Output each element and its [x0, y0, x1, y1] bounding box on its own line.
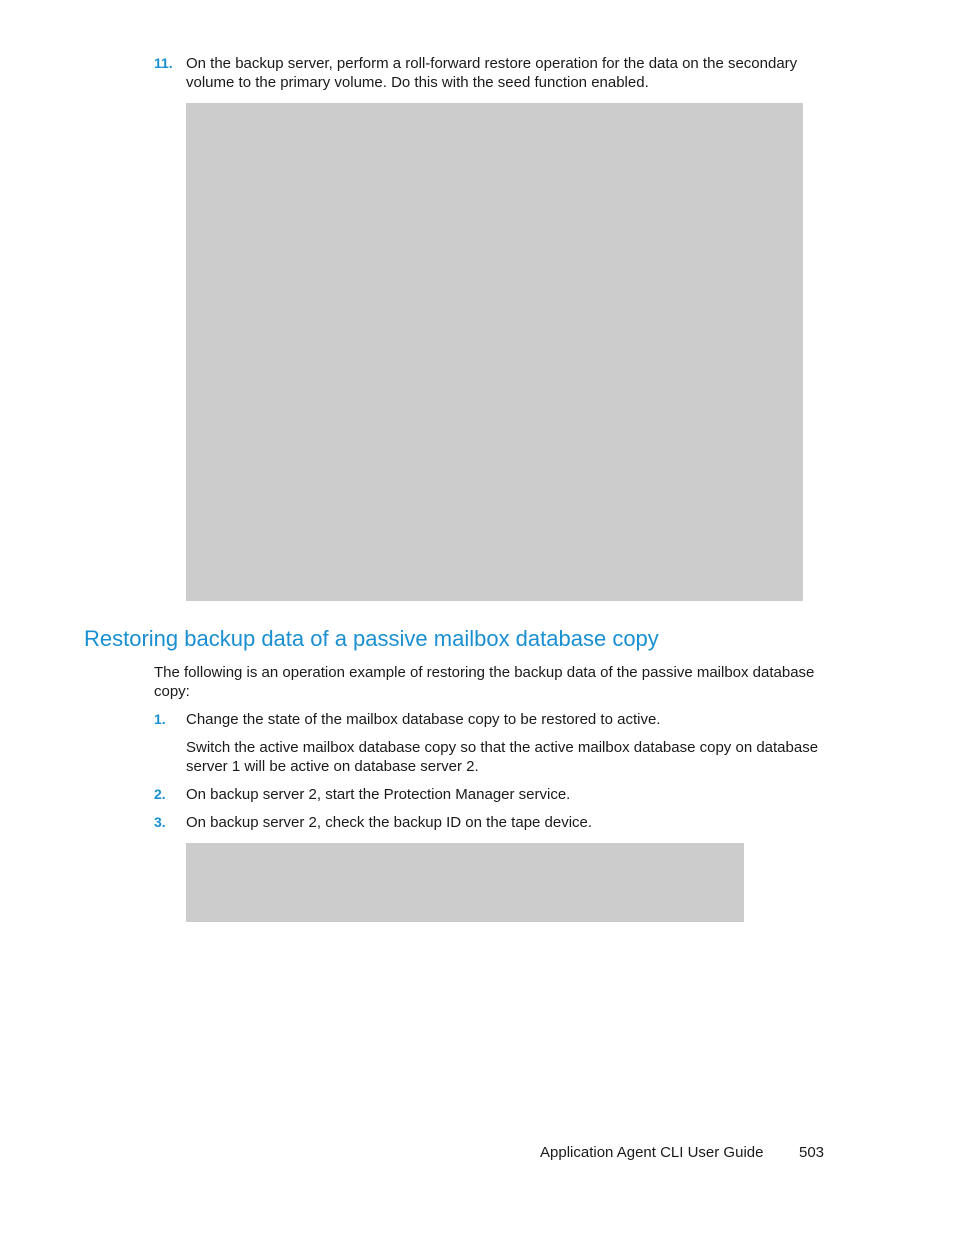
step-1-detail: Switch the active mailbox database copy so that the active mailbox database copy on database server 1 will be active on database server 2. [186, 739, 819, 775]
step-number: 1. [154, 711, 166, 727]
step-text: On backup server 2, start the Protection Manager service. [186, 786, 571, 803]
step-text: Change the state of the mailbox database copy to be restored to active. [186, 711, 661, 728]
step-number: 11. [154, 55, 173, 71]
command-output-block [186, 843, 744, 922]
step-number: 2. [154, 786, 166, 802]
command-output-block [186, 103, 803, 601]
step-number: 3. [154, 814, 166, 830]
step-text: On backup server 2, check the backup ID on the tape device. [186, 814, 593, 831]
footer-title: Application Agent CLI User Guide [540, 1144, 764, 1161]
section-heading: Restoring backup data of a passive mailbox database copy [84, 626, 659, 651]
step-text: On the backup server, perform a roll-forward restore operation for the data on the secondary volume to the primary volume. Do this with the seed function enabled. [186, 55, 798, 91]
page-number: 503 [799, 1144, 825, 1161]
intro-paragraph: The following is an operation example of restoring the backup data of the passive mailbox database copy: [154, 664, 815, 700]
